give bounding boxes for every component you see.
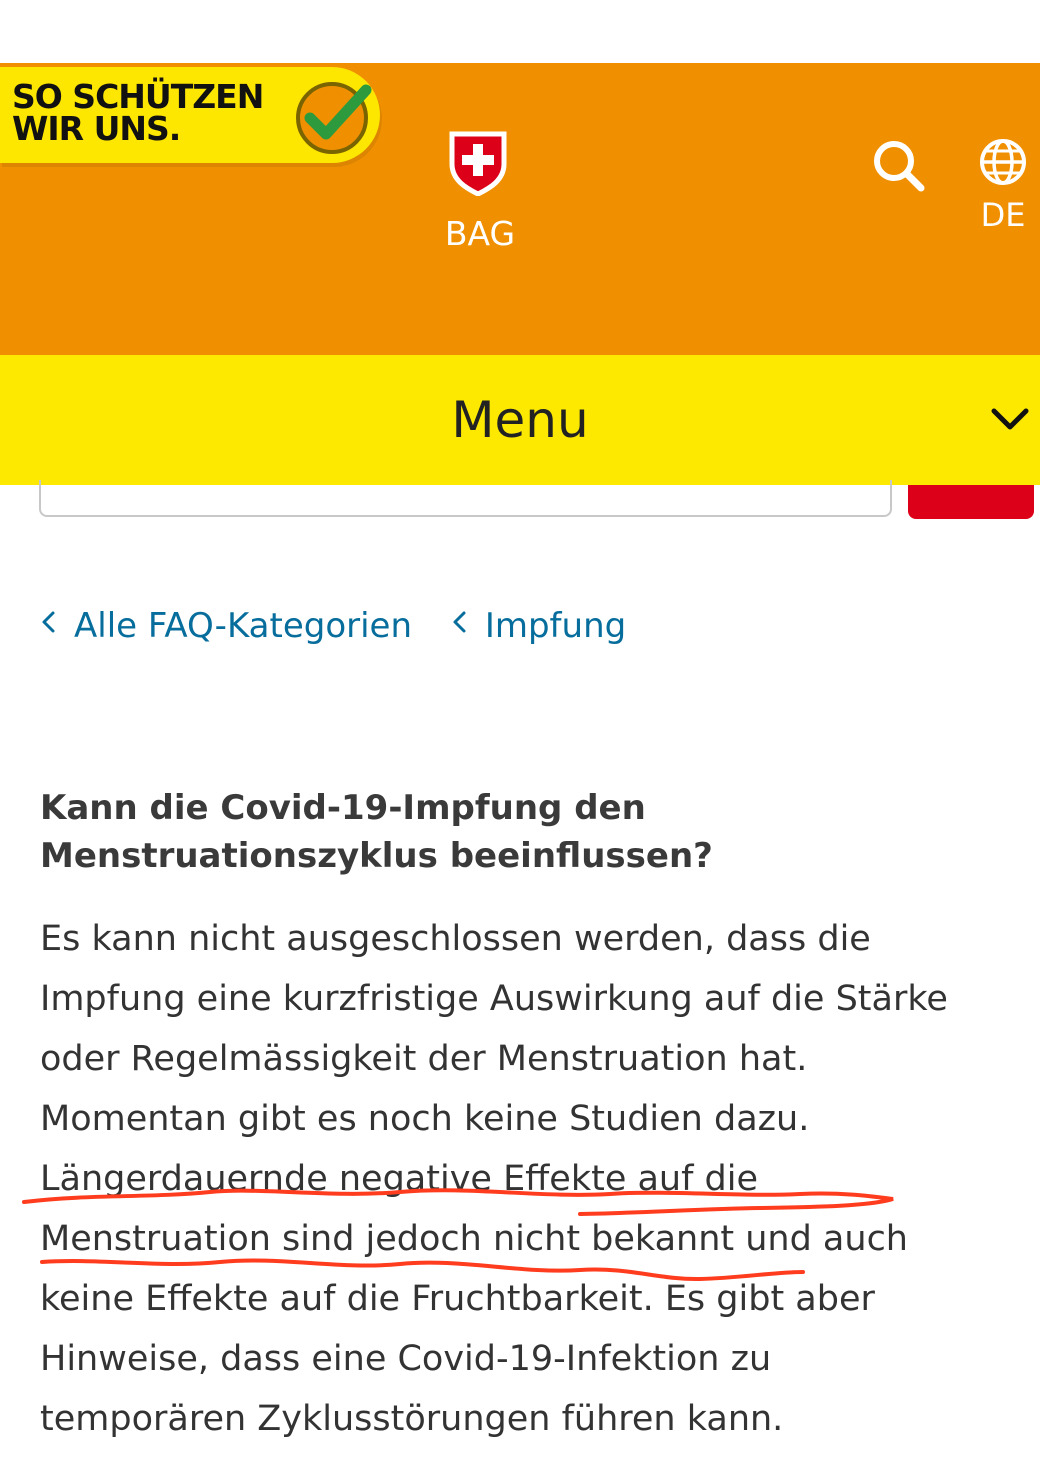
chevron-down-icon <box>988 397 1032 441</box>
checkmark-icon <box>292 76 372 156</box>
language-switch[interactable]: DE <box>980 196 1026 234</box>
search-icon[interactable] <box>870 137 926 193</box>
globe-icon[interactable] <box>978 137 1028 187</box>
breadcrumb-label: Impfung <box>484 606 627 646</box>
campaign-line-1: SO SCHÜTZEN <box>12 77 264 116</box>
swiss-flag-icon <box>446 128 510 196</box>
chevron-left-icon <box>38 607 60 637</box>
campaign-text <box>12 77 264 148</box>
breadcrumb-label: Alle FAQ-Kategorien <box>74 606 413 646</box>
search-submit-button[interactable] <box>908 485 1034 519</box>
campaign-logo[interactable] <box>0 67 380 163</box>
breadcrumb <box>38 606 626 646</box>
chevron-left-icon <box>449 607 471 637</box>
breadcrumb-link-impfung[interactable] <box>449 606 626 646</box>
faq-answer: Es kann nicht ausgeschlossen werden, dass die Impfung eine kurzfristige Auswirkung auf die Stärke oder Regelmässigkeit der Menstruation hat. Momentan gibt es noch keine Studien dazu. Längerdauernde negative Effekte auf die Menstruation sind jedoch nicht bekannt und auch keine Effekte auf die Fruchtbarkeit. Es gibt aber Hinweise, dass eine Covid-19-Infektion zu temporären Zyklusstörungen führen kann. <box>40 919 948 1439</box>
faq-question: Kann die Covid-19-Impfung den Menstruationszyklus beeinflussen? <box>40 788 713 876</box>
menu-label: Menu <box>451 391 589 449</box>
breadcrumb-link-all-categories[interactable] <box>38 606 412 646</box>
menu-toggle[interactable] <box>0 355 1040 485</box>
agency-label: BAG <box>444 214 516 253</box>
campaign-line-2: WIR UNS. <box>12 109 181 148</box>
search-input[interactable] <box>39 480 892 517</box>
